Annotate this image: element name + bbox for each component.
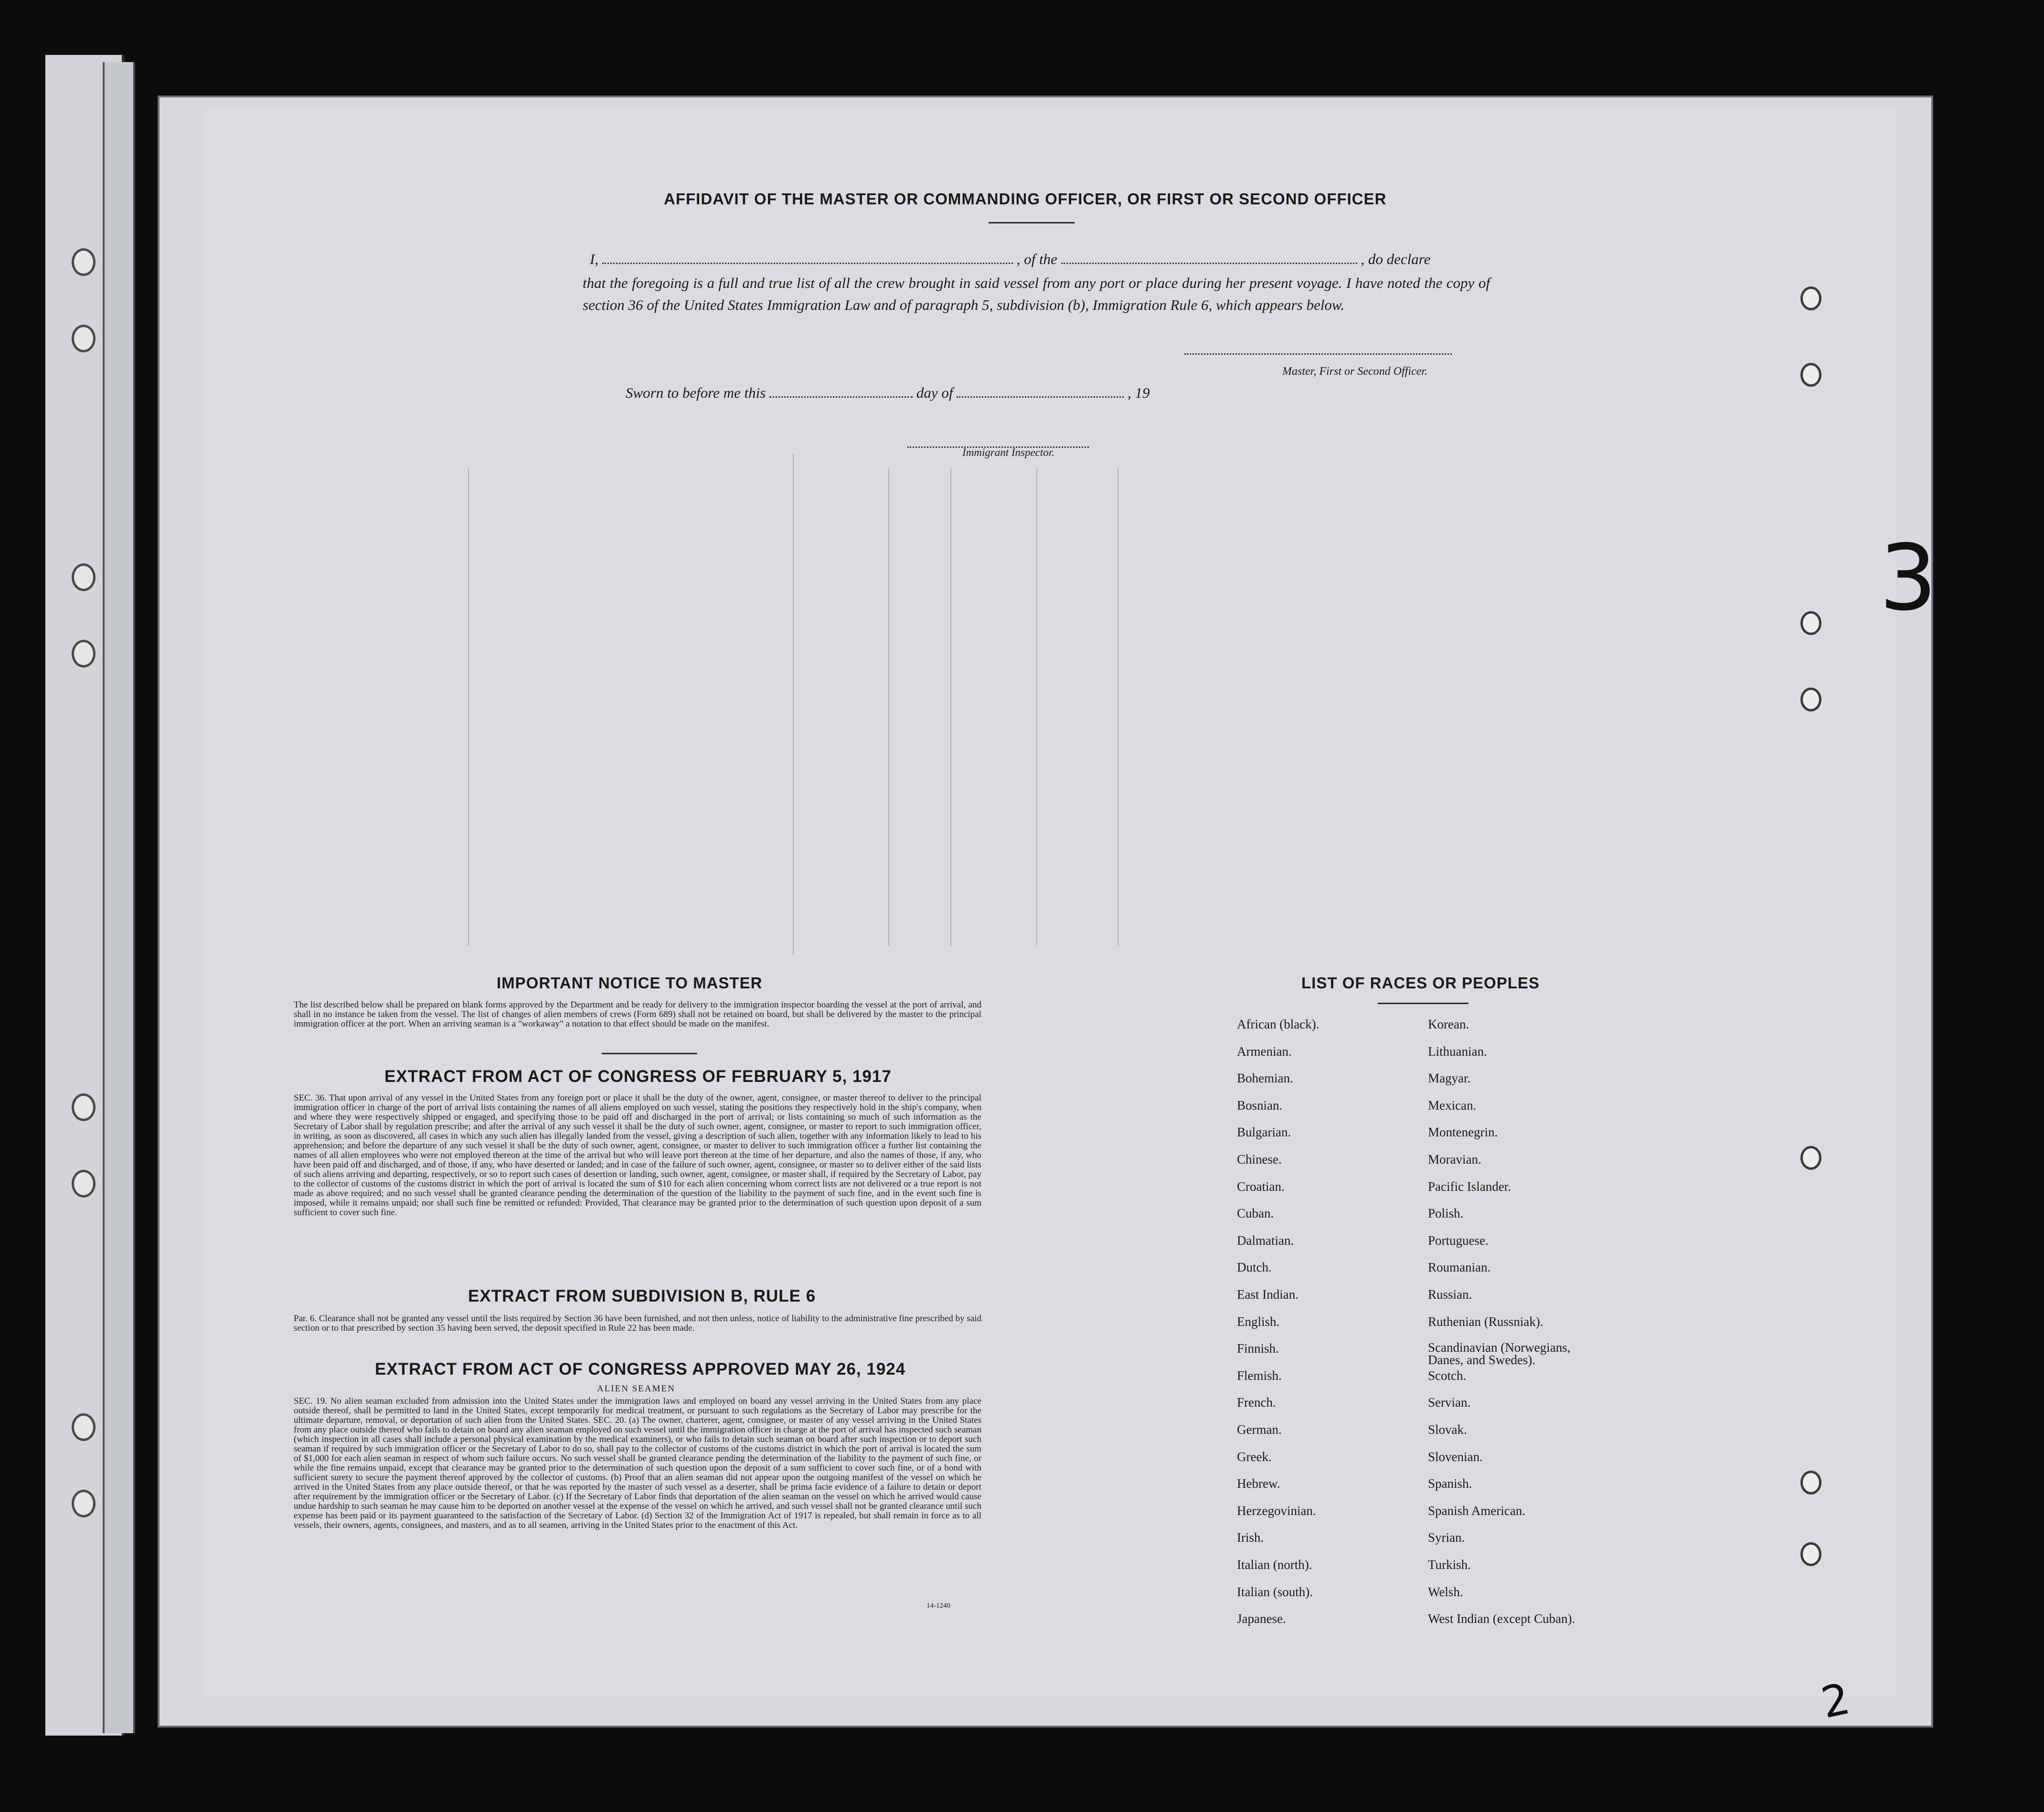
race-item: French. [1237,1395,1276,1410]
race-item: Korean. [1428,1017,1469,1031]
races-title: LIST OF RACES OR PEOPLES [1301,974,1540,992]
name-field[interactable] [602,263,1013,264]
race-item: Pacific Islander. [1428,1179,1511,1194]
race-item: Chinese. [1237,1152,1282,1166]
sworn-line [626,384,1150,402]
race-item: Mexican. [1428,1098,1477,1113]
race-item: Finnish. [1237,1341,1279,1356]
race-item: Greek. [1237,1449,1272,1464]
race-item: Roumanian. [1428,1260,1491,1275]
sworn-day-field[interactable] [769,396,913,398]
binder-hole [72,1490,96,1517]
sheet-hole [1800,1542,1821,1566]
binder-hole [72,1413,96,1441]
race-item: Scotch. [1428,1368,1467,1383]
of-the-label: , of the [1016,251,1057,267]
year-label: , 19 [1127,384,1150,401]
race-item: Croatian. [1237,1179,1285,1194]
race-item: Slovenian. [1428,1449,1483,1464]
column-line [950,468,951,945]
extract-1917-body: SEC. 36. That upon arrival of any vessel in the United States from any foreign port or place it shall be the duty of the owner, agent, consignee, or master thereof to deliver to the principal immigration officer in charge of the port of arrival lists containing the names of all aliens employed on such vessel, stating the positions they respectively hold in the ship's company, when and where they were respectively shipped or engaged, and specifying those to be paid off and discharged in the port of arrival; or lists containing so much of such information as the Secretary of Labor shall by regulation prescribe; and after the arrival of any such vessel it shall be the duty of such owner, agent, consignee, or master to report to such immigration officer, in writing, as soon as discovered, all cases in which any such alien has illegally landed from the vessel, giving a description of such alien, together with any information likely to lead to his apprehension; and before the departure of any such vessel it shall be the duty of such owner, agent, consignee, or master to deliver to such immigration officer a further list containing the names of all alien employees who were not employed thereon at the time of the arrival but who will leave port thereon at the time of her departure, and also the names of those, if any, who have been paid off and discharged, and of those, if any, who have deserted or landed; and in case of the failure of such owner, agent, consignee, or master so to deliver either of the said lists of such aliens arriving and departing, respectively, or so to report such cases of desertion or landing, such owner, agent, consignee, or master shall, if required by the Secretary of Labor, pay to the collector of customs of the customs district in which the port of arrival is located the sum of $10 for each alien concerning whom correct lists are not delivered or a true report is not made as above required; and no such vessel shall be granted clearance pending the determination of the question of the liability to the payment of such fine, and in the event such fine is imposed, while it remains unpaid; nor shall such fine be remitted or refunded: Provided, That clearance may be granted prior to the determination of such question upon deposit of a sum sufficient to cover such fine. [294,1093,981,1218]
race-item: Dutch. [1237,1260,1272,1275]
race-item: Ruthenian (Russniak). [1428,1314,1544,1329]
extract-1924-subtitle: ALIEN SEAMEN [597,1384,675,1394]
race-item: Italian (north). [1237,1558,1312,1572]
race-item: Slovak. [1428,1422,1467,1437]
race-item: Moravian. [1428,1152,1481,1166]
declaration-text: that the foregoing is a full and true list of all the crew brought in said vessel from any port or place during her present voyage. I have noted the copy of section 36 of the United States Immigration Law and of paragraph 5, subdivision (b), Immigration Rule 6, which appears below. [583,275,1490,313]
race-item: Italian (south). [1237,1584,1313,1599]
race-item: East Indian. [1237,1287,1299,1302]
divider [989,222,1075,223]
affidavit-title: AFFIDAVIT OF THE MASTER OR COMMANDING OFFICER, OR FIRST OR SECOND OFFICER [664,190,1387,208]
race-item: Russian. [1428,1287,1472,1302]
signature-caption: Master, First or Second Officer. [1282,365,1427,378]
race-item: Syrian. [1428,1530,1465,1545]
sworn-label: Sworn to before me this [626,384,766,401]
binder-hole [72,1093,96,1121]
day-of-label: day of [916,384,953,401]
race-item: Montenegrin. [1428,1125,1498,1140]
race-item: Spanish. [1428,1476,1472,1491]
binder-spine [103,62,135,1733]
race-item: Magyar. [1428,1071,1471,1086]
sheet-hole [1800,611,1821,635]
sheet-hole [1800,1146,1821,1170]
extract-rule6-body: Par. 6. Clearance shall not be granted any vessel until the lists required by Section 36 have been furnished, and not then unless, notice of liability to the administrative fine prescribed by said section or to that prescribed by section 35 having been served, the deposit specified in Rule 22 has been made. [294,1314,981,1333]
divider [602,1053,697,1054]
race-item: Turkish. [1428,1558,1471,1572]
race-item: Armenian. [1237,1044,1292,1059]
race-item: Portuguese. [1428,1233,1489,1248]
race-item: Japanese. [1237,1611,1286,1626]
extract-1924-body: SEC. 19. No alien seaman excluded from admission into the United States under the immigration laws and employed on board any vessel arriving in the United States from any place outside thereof, shall be permitted to land in the United States, except temporarily for medical treatment, or pursuant to such regulations as the Secretary of Labor may prescribe for the ultimate departure, removal, or deportation of such alien from the United States. SEC. 20. (a) The owner, charterer, agent, consignee, or master of any vessel arriving in the United States from any place outside thereof who fails to detain on board any alien seaman employed on such vessel until the immigration officer in charge at the port of arrival has inspected such seaman (which inspection in all cases shall include a personal physical examination by the medical examiners), or who fails to detain such seaman on board after such inspection or to deport such seaman if required by such immigration officer or the Secretary of Labor to do so, shall pay to the collector of customs of the customs district in which the port of arrival is located the sum of $1,000 for each alien seaman in respect of whom such failure occurs. No such vessel shall be granted clearance pending the determination of the liability to the payment of such fine, or while the fine remains unpaid, except that clearance may be granted prior to the determination of such question upon the deposit of a sum sufficient to cover such fine, or of a bond with sufficient surety to secure the payment thereof approved by the collector of customs. (b) Proof that an alien seaman did not appear upon the outgoing manifest of the vessel on which he arrived in the United States from any place outside thereof, or that he was reported by the master of such vessel as a deserter, shall be prima facie evidence of a failure to detain or deport after requirement by the immigration officer or the Secretary of Labor. (c) If the Secretary of Labor finds that deportation of the alien seaman on the vessel on which he arrived would cause undue hardship to such seaman he may cause him to be deported on another vessel at the expense of the vessel on which he arrived, and such vessel shall not be granted clearance until such expense has been paid or its payment guaranteed to the satisfaction of the Secretary of Labor. (d) Section 32 of the Immigration Act of 1917 is repealed, but shall remain in force as to all vessels, their owners, agents, consignees, and masters, and as to all seamen, arriving in the United States prior to the enactment of this Act. [294,1396,981,1530]
race-item: German. [1237,1422,1282,1437]
sheet-hole [1800,286,1821,310]
notice-body: The list described below shall be prepared on blank forms approved by the Department and be ready for delivery to the immigration inspector boarding the vessel at the port of arrival, and shall in no instance be taken from the vessel. The list of changes of alien members of crews (Form 689) shall not be retained on board, but shall be delivered by the master to the principal immigration officer at the port. When an arriving seaman is a "workaway" a notation to that effect should be made on the manifest. [294,1000,981,1029]
race-item: Servian. [1428,1395,1471,1410]
column-line [468,468,469,945]
race-item: Herzegovinian. [1237,1503,1316,1518]
extract-1924-title: EXTRACT FROM ACT OF CONGRESS APPROVED MAY 26, 1924 [375,1360,906,1378]
sheet-hole [1800,363,1821,387]
race-item: Irish. [1237,1530,1264,1545]
race-item: Polish. [1428,1206,1464,1221]
sworn-month-field[interactable] [957,396,1124,398]
column-line [793,454,794,955]
race-item: Hebrew. [1237,1476,1280,1491]
binder-hole [72,1170,96,1197]
race-item: Bosnian. [1237,1098,1283,1113]
declaration-line [590,251,1430,268]
race-item: Flemish. [1237,1368,1282,1383]
notice-title: IMPORTANT NOTICE TO MASTER [497,974,763,992]
handwritten-page-number: 3 [1879,525,1937,631]
race-item: West Indian (except Cuban). [1428,1611,1576,1626]
binder-hole [72,325,96,352]
race-item: Dalmatian. [1237,1233,1294,1248]
form-number: 14-1240 [926,1602,950,1610]
do-declare-label: , do declare [1361,251,1431,267]
handwritten-corner-mark: 2 [1817,1674,1854,1728]
divider [1378,1003,1469,1004]
race-item: Scandinavian (Norwegians, Danes, and Swedes). [1428,1340,1571,1367]
race-item: English. [1237,1314,1280,1329]
race-item: Cuban. [1237,1206,1274,1221]
sheet-hole [1800,688,1821,711]
sheet-hole [1800,1471,1821,1494]
i-label: I, [590,251,599,267]
race-item: African (black). [1237,1017,1320,1031]
binder-hole [72,248,96,276]
signature-field[interactable] [1184,353,1452,355]
race-item: Bohemian. [1237,1071,1293,1086]
binder-hole [72,563,96,591]
binder-hole [72,640,96,668]
race-item: Lithuanian. [1428,1044,1487,1059]
column-line [1036,468,1037,945]
race-item: Spanish American. [1428,1503,1525,1518]
inspector-caption: Immigrant Inspector. [962,446,1054,458]
race-item: Bulgarian. [1237,1125,1291,1140]
extract-1917-title: EXTRACT FROM ACT OF CONGRESS OF FEBRUARY 5, 1917 [384,1067,892,1086]
vessel-field[interactable] [1061,263,1357,264]
race-item: Welsh. [1428,1584,1463,1599]
extract-rule6-title: EXTRACT FROM SUBDIVISION B, RULE 6 [468,1287,816,1305]
column-line [888,468,889,945]
